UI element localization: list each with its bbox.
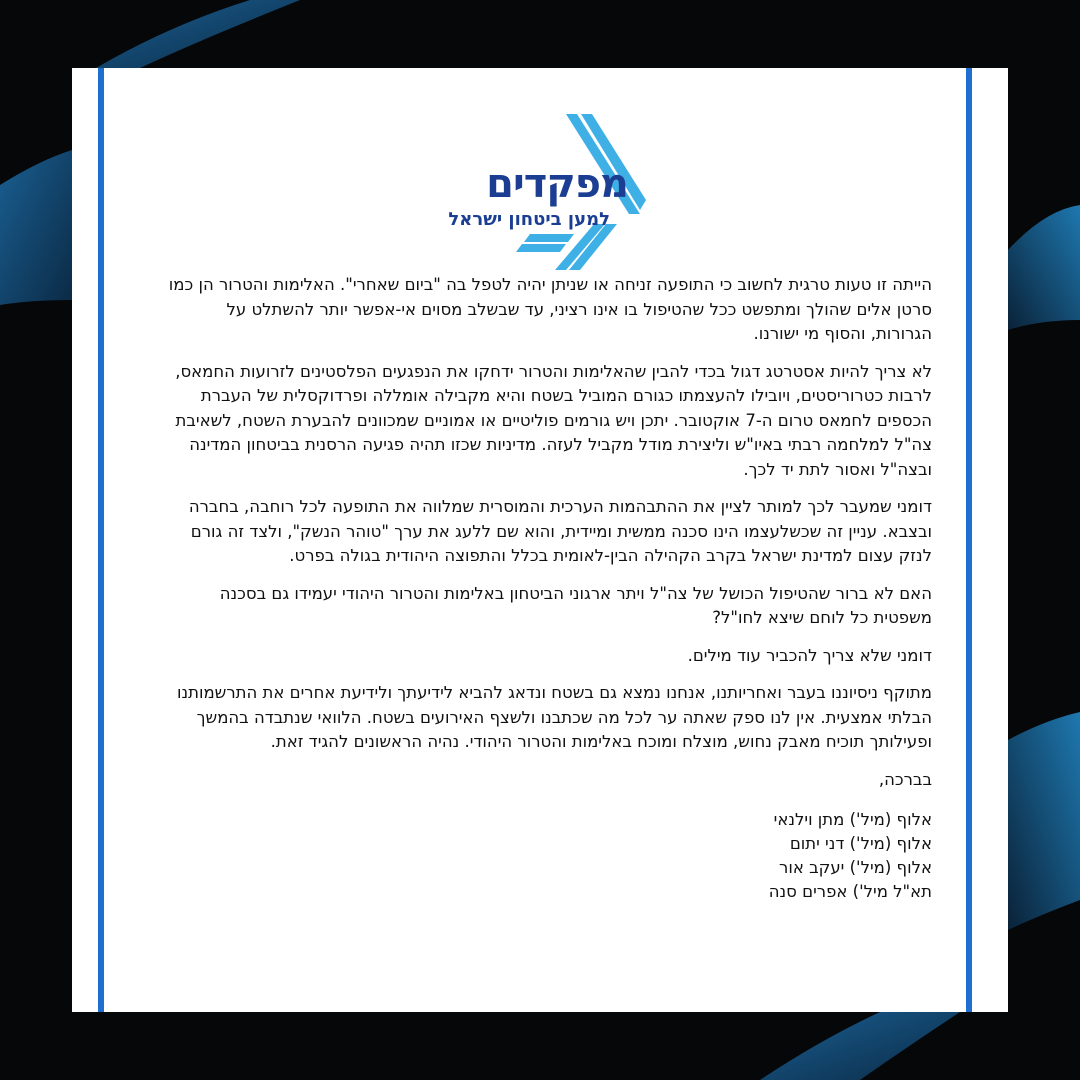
right-border-line <box>966 68 972 1012</box>
logo-subtitle: למען ביטחון ישראל <box>448 209 610 230</box>
closing-greeting: בברכה, <box>878 769 932 789</box>
signature-block <box>160 808 932 904</box>
paragraph: דומני שמעבר לכך למותר לציין את ההתבהמות הערכית והמוסרית שמלווה את התופעה לכל רוחבה, בחברה ובצבא. עניין זה שכשלעצמו הינו סכנה ממשית ומיידית, והוא שם ללעג את ערך "טוהר הנשק", ולצד זה גורם לנזק עצום למדינת ישראל בקרב הקהילה הבין-לאומית בכלל והתפוצה היהודית בגולה בפרט. <box>188 497 932 565</box>
paragraph: האם לא ברור שהטיפול הכושל של צה"ל ויתר ארגוני הביטחון באלימות והטרור היהודי יעמידו גם בסכנה משפטית כל לוחם שיצא לחו"ל? <box>219 583 932 627</box>
signature-line: אלוף (מיל') מתן וילנאי <box>773 810 932 829</box>
left-border-line <box>98 68 104 1012</box>
signature-line: אלוף (מיל') יעקב אור <box>779 858 932 877</box>
signature-line: תא"ל מיל') אפרים סנה <box>768 882 932 901</box>
logo-title: מפקדים <box>486 161 628 207</box>
paragraph: לא צריך להיות אסטרטג דגול בכדי להבין שהאלימות והטרור ידחקו את הנפגעים הפלסטינים לזרועות החמאס, לרבות כטרוריסטים, ויובילו להעצמתו כגורם המוביל בשטח והיא מקבילה אומללה ופרדוקסלית של העברת הכספים לחמאס טרום ה-7 אוקטובר. יתכן ויש גורמים פוליטיים או אמוניים שמכוונים להבערת השטח, לשאיבת צה"ל למלחמה רבתי באיו"ש וליצירת מודל מקביל לעזה. מדיניות שכזו תהיה פגיעה הרסנית בביטחון המדינה ובצה"ל ואסור לתת יד לכך. <box>175 361 932 479</box>
letter-page <box>72 68 1008 1012</box>
letter-body <box>160 273 932 904</box>
paragraph: דומני שלא צריך להכביר עוד מילים. <box>687 645 932 665</box>
paragraph: הייתה זו טעות טרגית לחשוב כי התופעה זניחה או שניתן יהיה לטפל בה "ביום שאחרי". האלימות והטרור הן כמו סרטן אלים שהולך ומתפשט ככל שהטיפול בו אינו רציני, עד שבשלב מסוים אי-אפשר יותר להשתלט על הגרורות, והסוף מי ישורנו. <box>168 275 932 343</box>
organization-logo <box>434 112 646 272</box>
paragraph: מתוקף ניסיוננו בעבר ואחריותנו, אנחנו נמצא גם בשטח ונדאג להביא לידיעתך ולידיעת אחרים את התרשמותנו הבלתי אמצעית. אין לנו ספק שאתה ער לכל מה שכתבנו ולשצף האירועים בשטח. הלוואי שנתבדה בהמשך ופעילותך תוכיח מאבק נחוש, מוצלח ומוכח באלימות והטרור היהודי. נהיה הראשונים להגיד זאת. <box>177 683 932 751</box>
signature-line: אלוף (מיל') דני יתום <box>789 834 932 853</box>
